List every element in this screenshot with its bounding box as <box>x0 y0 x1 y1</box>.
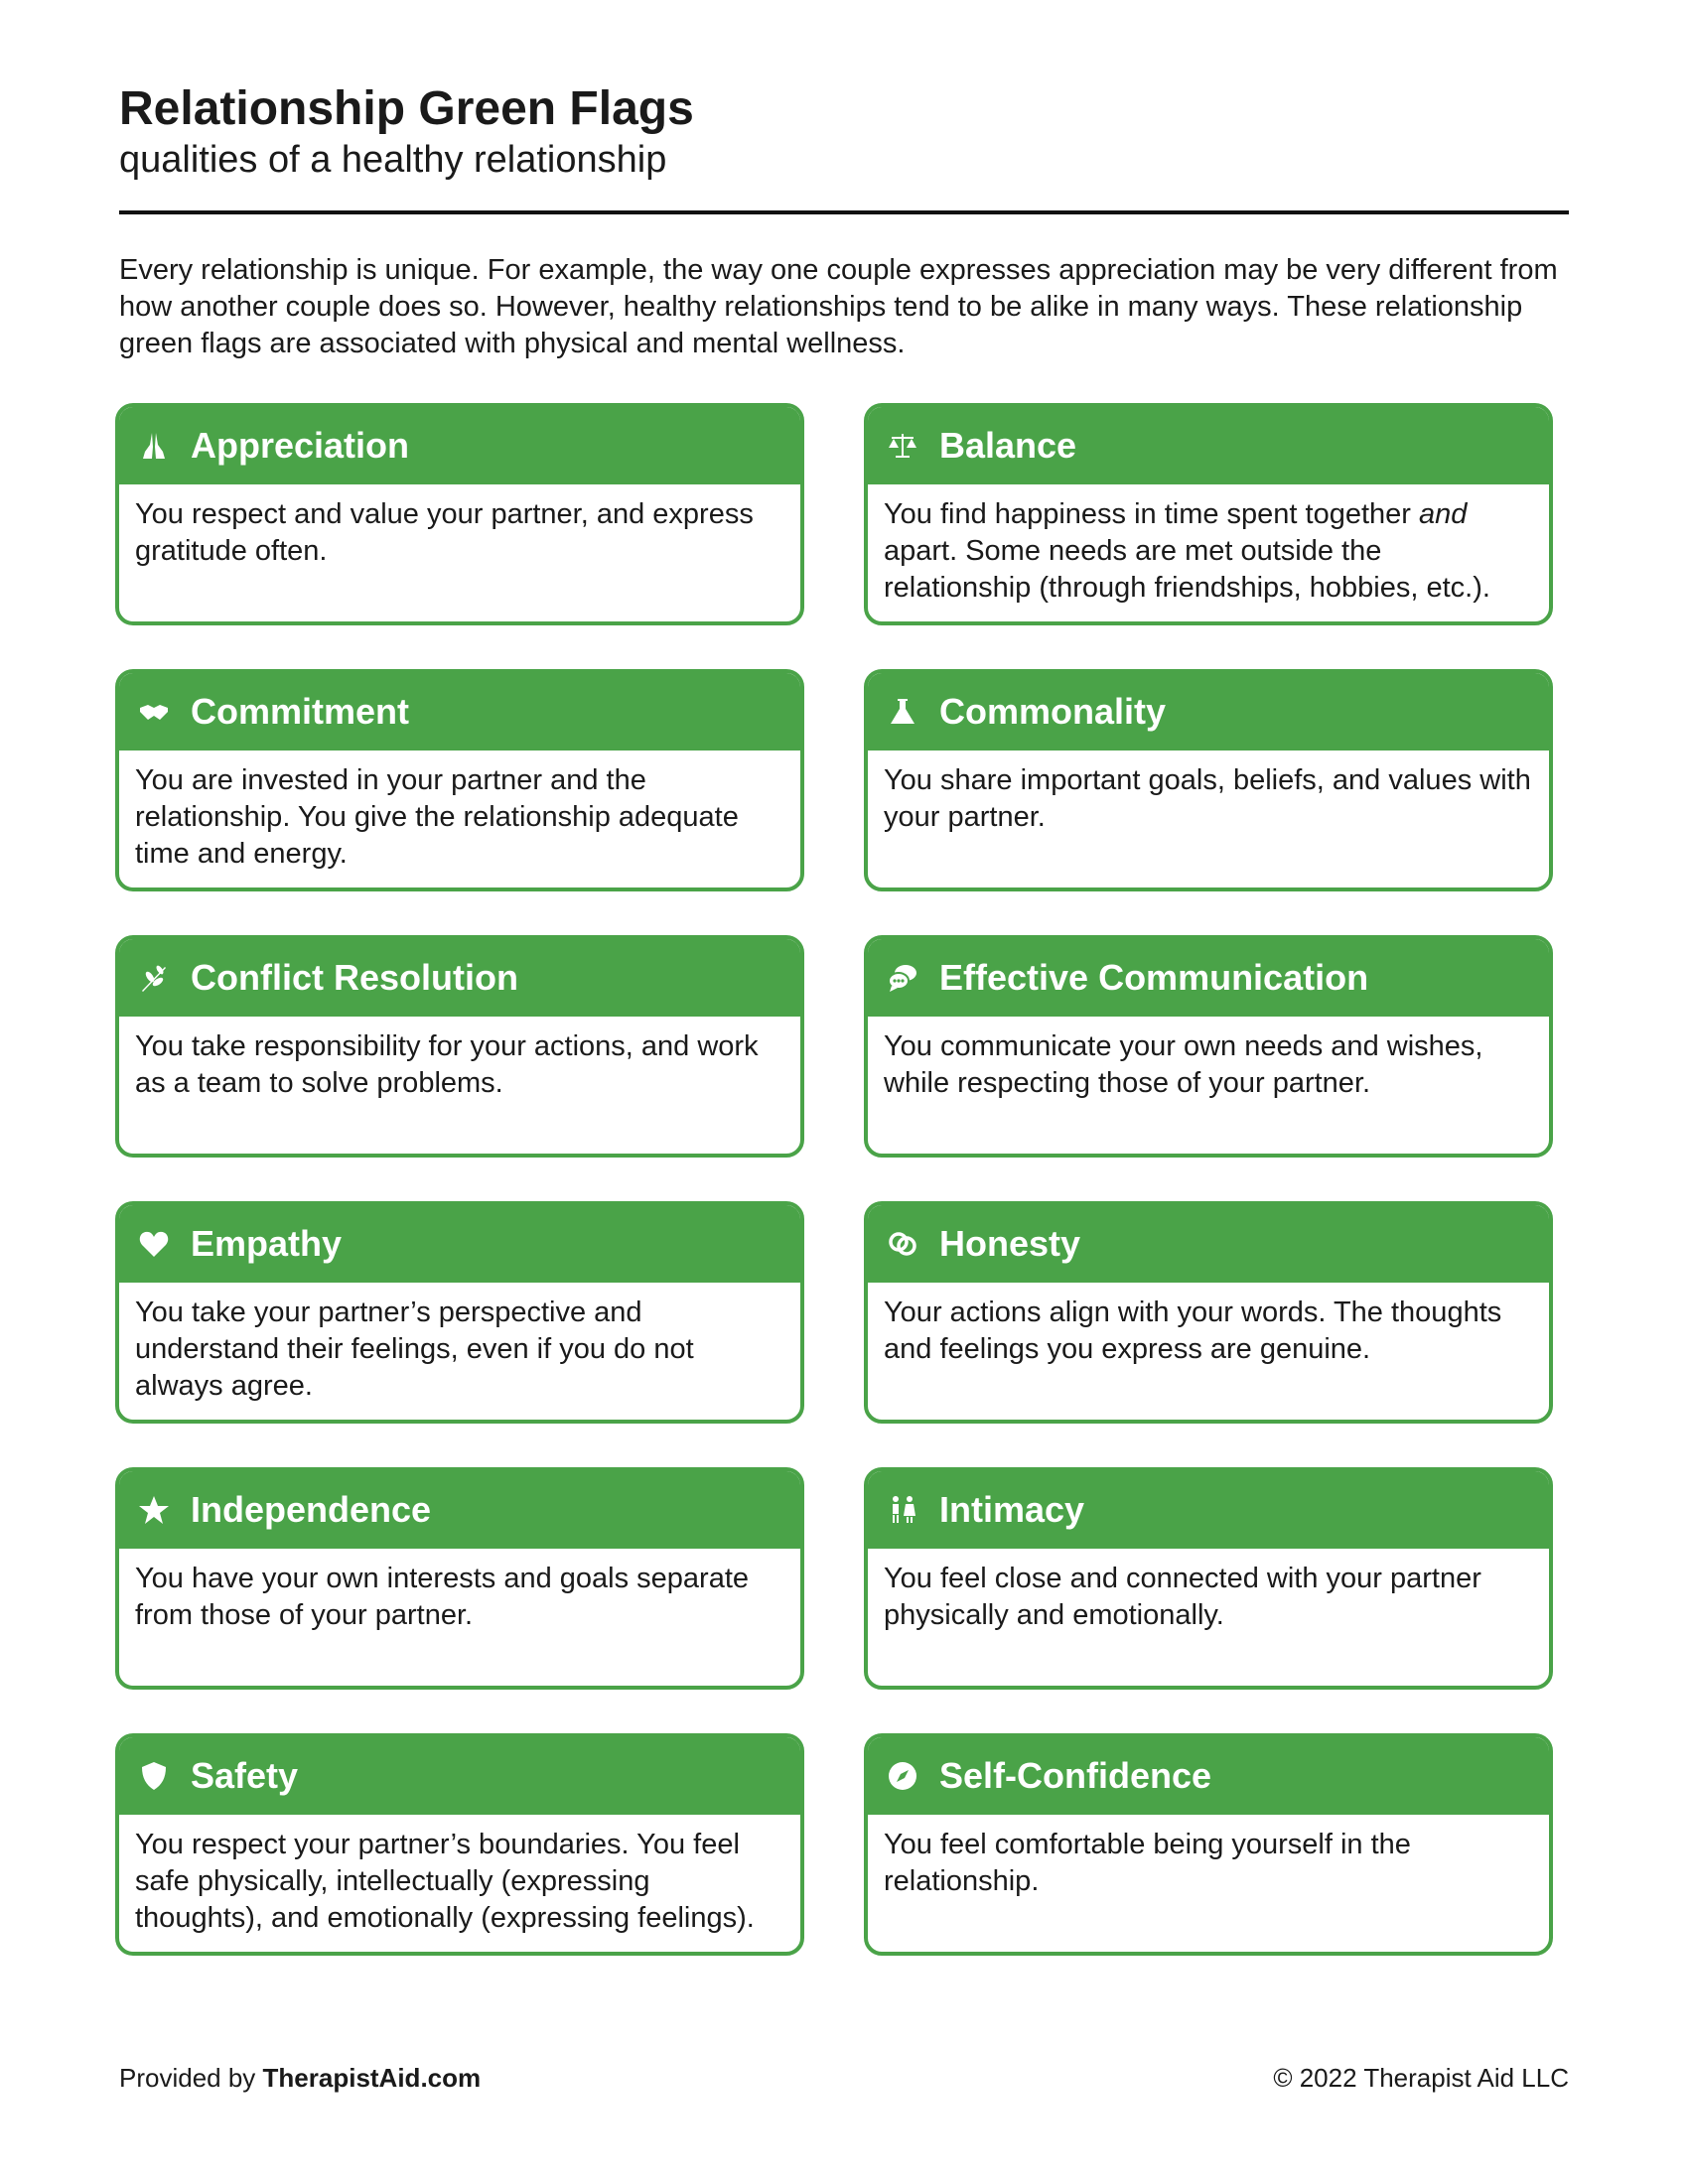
card-conflict-resolution <box>115 935 804 1158</box>
card-title: Independence <box>191 1489 432 1530</box>
chat-bubbles-icon <box>886 961 919 995</box>
card-description: You have your own interests and goals separate from those of your partner. <box>135 1563 750 1631</box>
couple-icon <box>886 1493 919 1527</box>
card-header <box>119 1205 800 1283</box>
card-title: Intimacy <box>939 1489 1085 1530</box>
card-description: You share important goals, beliefs, and values with your partner. <box>884 764 1531 833</box>
compass-icon <box>886 1759 919 1793</box>
card-title: Empathy <box>191 1223 343 1264</box>
card-effective-communication <box>864 935 1553 1158</box>
card-description: You find happiness in time spent together and apart. Some needs are met outside the relationship (through friendships, hobbies, etc.). <box>884 498 1490 604</box>
balance-scale-icon <box>886 429 919 463</box>
card-header <box>119 1471 800 1549</box>
page-header <box>119 83 1569 183</box>
flask-icon <box>886 695 919 729</box>
shield-icon <box>137 1759 171 1793</box>
card-header <box>868 1205 1549 1283</box>
card-title: Safety <box>191 1755 299 1796</box>
intro-paragraph: Every relationship is unique. For example, the way one couple expresses appreciation may be very different from how another couple does so. However, healthy relationships tend to be alike in many ways. These relationship green flags are associated with physical and mental wellness. <box>119 254 1558 359</box>
card-description: You are invested in your partner and the relationship. You give the relationship adequate time and energy. <box>135 764 739 870</box>
card-header <box>119 1737 800 1815</box>
card-header <box>868 939 1549 1017</box>
card-header <box>868 1737 1549 1815</box>
footer-provided-by: Provided by TherapistAid.com <box>119 2063 482 2093</box>
card-description: You communicate your own needs and wishes, while respecting those of your partner. <box>884 1030 1483 1099</box>
card-balance <box>864 403 1553 625</box>
card-title: Commonality <box>939 691 1167 732</box>
card-intimacy <box>864 1467 1553 1690</box>
footer-copyright: © 2022 Therapist Aid LLC <box>1273 2063 1569 2093</box>
card-description: You feel comfortable being yourself in the relationship. <box>884 1829 1411 1897</box>
card-self-confidence <box>864 1733 1553 1956</box>
linked-rings-icon <box>886 1227 919 1261</box>
card-description: You respect and value your partner, and express gratitude often. <box>135 498 754 567</box>
star-icon <box>137 1493 171 1527</box>
page-title: Relationship Green Flags <box>119 82 694 135</box>
card-header <box>868 1471 1549 1549</box>
card-appreciation <box>115 403 804 625</box>
card-honesty <box>864 1201 1553 1424</box>
card-header <box>119 939 800 1017</box>
card-title: Self-Confidence <box>939 1755 1212 1796</box>
page-subtitle: qualities of a healthy relationship <box>119 138 667 181</box>
header-divider <box>119 210 1569 214</box>
card-description: You take your partner’s perspective and understand their feelings, even if you do not always agree. <box>135 1297 694 1402</box>
card-description: You take responsibility for your actions, and work as a team to solve problems. <box>135 1030 759 1099</box>
card-title: Appreciation <box>191 425 410 466</box>
praying-hands-icon <box>137 429 171 463</box>
card-description: Your actions align with your words. The thoughts and feelings you express are genuine. <box>884 1297 1502 1365</box>
card-empathy <box>115 1201 804 1424</box>
card-header <box>119 673 800 751</box>
handshake-icon <box>137 695 171 729</box>
card-header <box>868 407 1549 484</box>
card-header <box>868 673 1549 751</box>
card-title: Honesty <box>939 1223 1081 1264</box>
heart-icon <box>137 1227 171 1261</box>
card-commonality <box>864 669 1553 891</box>
olive-branch-icon <box>137 961 171 995</box>
card-title: Commitment <box>191 691 410 732</box>
card-title: Effective Communication <box>939 957 1369 998</box>
card-independence <box>115 1467 804 1690</box>
footer-site-link[interactable]: TherapistAid.com <box>262 2063 482 2093</box>
card-safety <box>115 1733 804 1956</box>
card-commitment <box>115 669 804 891</box>
card-description: You feel close and connected with your partner physically and emotionally. <box>884 1563 1481 1631</box>
card-description: You respect your partner’s boundaries. You feel safe physically, intellectually (expressing thoughts), and emotionally (expressing feelings). <box>135 1829 755 1934</box>
card-header <box>119 407 800 484</box>
card-title: Balance <box>939 425 1077 466</box>
card-title: Conflict Resolution <box>191 957 518 998</box>
